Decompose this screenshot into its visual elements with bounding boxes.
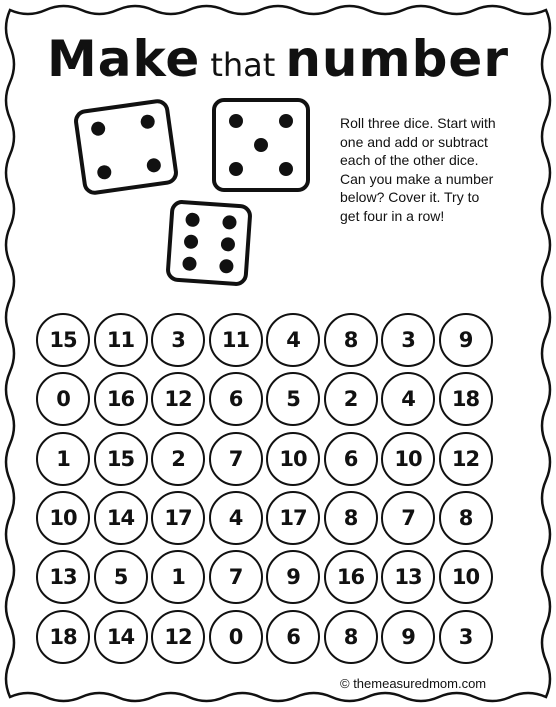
number-circle[interactable]: 14	[94, 491, 148, 545]
die-five	[212, 98, 310, 192]
title-word-number: number	[285, 30, 509, 88]
number-circle[interactable]: 7	[209, 432, 263, 486]
number-circle[interactable]: 15	[94, 432, 148, 486]
number-circle[interactable]: 13	[381, 550, 435, 604]
number-circle[interactable]: 15	[36, 313, 90, 367]
die-pip	[182, 256, 197, 271]
number-circle[interactable]: 1	[36, 432, 90, 486]
die-pip	[218, 259, 233, 274]
number-circle[interactable]: 6	[324, 432, 378, 486]
title-word-make: Make	[47, 30, 201, 88]
number-circle[interactable]: 17	[151, 491, 205, 545]
number-circle[interactable]: 18	[36, 610, 90, 664]
die-four	[72, 98, 179, 197]
number-circle[interactable]: 16	[324, 550, 378, 604]
die-pip	[185, 212, 200, 227]
die-pip	[279, 114, 293, 128]
number-circle[interactable]: 10	[36, 491, 90, 545]
die-six	[165, 199, 253, 287]
die-pip	[222, 215, 237, 230]
die-pip	[279, 162, 293, 176]
number-circle[interactable]: 7	[209, 550, 263, 604]
number-circle[interactable]: 18	[439, 372, 493, 426]
number-circle[interactable]: 8	[439, 491, 493, 545]
number-circle[interactable]: 10	[439, 550, 493, 604]
die-pip	[139, 114, 155, 130]
number-circle[interactable]: 11	[209, 313, 263, 367]
number-circle[interactable]: 12	[151, 372, 205, 426]
number-circle[interactable]: 3	[439, 610, 493, 664]
number-circle[interactable]: 9	[439, 313, 493, 367]
number-circle[interactable]: 12	[439, 432, 493, 486]
number-circle[interactable]: 12	[151, 610, 205, 664]
number-circle[interactable]: 4	[381, 372, 435, 426]
die-pip	[146, 157, 162, 173]
die-pip	[183, 234, 198, 249]
number-circle[interactable]: 14	[94, 610, 148, 664]
number-circle[interactable]: 9	[266, 550, 320, 604]
page-title	[0, 30, 556, 88]
die-pip	[229, 162, 243, 176]
credit-text: © themeasuredmom.com	[340, 676, 487, 691]
number-circle[interactable]: 8	[324, 491, 378, 545]
number-circle[interactable]: 11	[94, 313, 148, 367]
number-circle[interactable]: 10	[266, 432, 320, 486]
number-circle[interactable]: 3	[381, 313, 435, 367]
title-word-that: that	[210, 46, 276, 84]
number-circle[interactable]: 6	[266, 610, 320, 664]
number-circle[interactable]: 4	[266, 313, 320, 367]
die-pip	[97, 164, 113, 180]
die-pip	[254, 138, 268, 152]
number-circle[interactable]: 6	[209, 372, 263, 426]
number-circle[interactable]: 13	[36, 550, 90, 604]
number-circle[interactable]: 1	[151, 550, 205, 604]
number-circle[interactable]: 8	[324, 610, 378, 664]
number-circle[interactable]: 0	[36, 372, 90, 426]
instructions-text: Roll three dice. Start with one and add or subtract each of the other dice. Can you make a number below? Cover it. Try to get four in a row!	[340, 115, 496, 224]
number-circle[interactable]: 17	[266, 491, 320, 545]
number-circle[interactable]: 16	[94, 372, 148, 426]
number-circle[interactable]: 3	[151, 313, 205, 367]
number-circle[interactable]: 5	[266, 372, 320, 426]
number-circle[interactable]: 0	[209, 610, 263, 664]
number-circle[interactable]: 10	[381, 432, 435, 486]
number-circle[interactable]: 2	[324, 372, 378, 426]
number-circle[interactable]: 4	[209, 491, 263, 545]
number-circle[interactable]: 9	[381, 610, 435, 664]
number-circle[interactable]: 2	[151, 432, 205, 486]
number-circle[interactable]: 5	[94, 550, 148, 604]
die-pip	[91, 121, 107, 137]
number-circle[interactable]: 8	[324, 313, 378, 367]
die-pip	[229, 114, 243, 128]
number-circle[interactable]: 7	[381, 491, 435, 545]
die-pip	[220, 237, 235, 252]
